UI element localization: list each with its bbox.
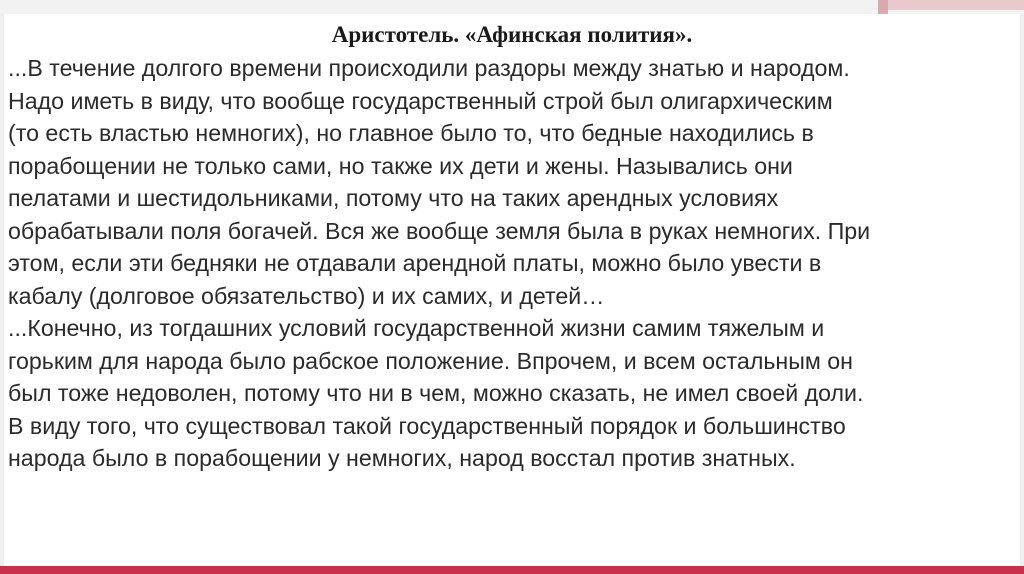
- top-accent-mark: [878, 0, 888, 14]
- quote-body: [8, 52, 1018, 475]
- bottom-accent-bar: [0, 566, 1024, 574]
- slide-title: Аристотель. «Афинская полития».: [331, 22, 693, 47]
- text-line: кабалу (долговое обязательство) и их самих, и детей…: [8, 282, 605, 309]
- left-edge-strip: [0, 14, 4, 566]
- text-line: ...Конечно, из тогдашних условий государственной жизни самим тяжелым и: [8, 315, 825, 341]
- text-line: В виду того, что существовал такой государственный порядок и большинство: [8, 412, 846, 439]
- text-line: горьким для народа было рабское положение. Впрочем, и всем остальным он: [8, 347, 853, 374]
- text-line: этом, если эти бедняки не отдавали арендной платы, можно было увести в: [8, 250, 822, 276]
- text-line: ...В течение долгого времени происходили раздоры между знатью и народом.: [8, 55, 850, 81]
- top-decor-bar: [0, 0, 1024, 14]
- text-line: (то есть властью немногих), но главное было то, что бедные находились в: [8, 120, 814, 146]
- top-accent-bar: [878, 0, 1024, 10]
- text-line: порабощении не только сами, но также их дети и жены. Назывались они: [8, 152, 793, 179]
- text-line: пелатами и шестидольниками, потому что на таких арендных условиях: [8, 185, 779, 211]
- text-line: был тоже недоволен, потому что ни в чем, можно сказать, не имел своей доли.: [8, 380, 864, 406]
- right-edge-strip: [1020, 14, 1024, 566]
- text-line: обрабатывали поля богачей. Вся же вообще земля была в руках немногих. При: [8, 217, 871, 244]
- text-line: Надо иметь в виду, что вообще государственный строй был олигархическим: [8, 87, 833, 114]
- text-line: народа было в порабощении у немногих, народ восстал против знатных.: [8, 445, 796, 471]
